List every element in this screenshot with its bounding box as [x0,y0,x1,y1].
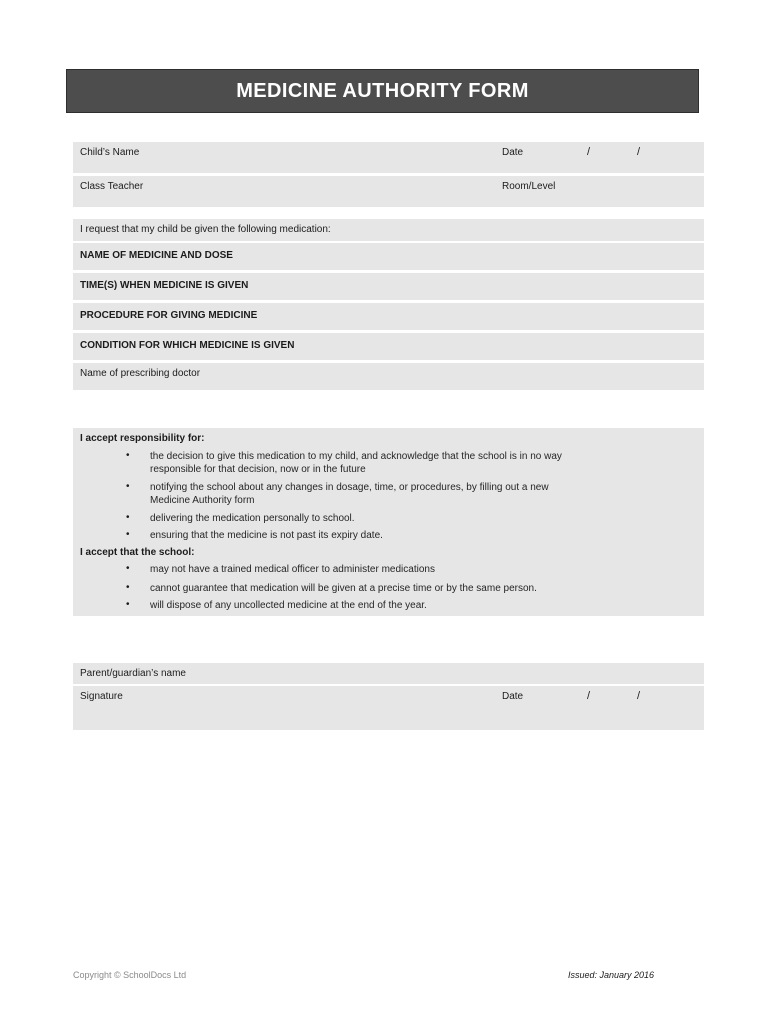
times-row[interactable] [73,273,704,300]
procedure-row[interactable] [73,303,704,330]
condition-row[interactable] [73,333,704,360]
medicine-dose-row[interactable] [73,243,704,270]
bullet-glyph: • [126,481,130,492]
condition-label: CONDITION FOR WHICH MEDICINE IS GIVEN [80,340,295,351]
signature-date-separator-2: / [637,690,641,702]
times-label: TIME(S) WHEN MEDICINE IS GIVEN [80,280,249,291]
school-item: may not have a trained medical officer to administer medications [150,564,435,575]
form-title: MEDICINE AUTHORITY FORM [236,79,529,102]
signature-label: Signature [80,691,123,702]
doctor-label: Name of prescribing doctor [80,368,201,379]
school-item: cannot guarantee that medication will be given at a precise time or by the same person. [150,583,537,594]
medicine-dose-label: NAME OF MEDICINE AND DOSE [80,250,233,261]
signature-row[interactable] [73,686,704,730]
class-teacher-row[interactable] [73,176,704,207]
responsibility-item: the decision to give this medication to my child, and acknowledge that the school is in no way responsible for that decision, now or in the future [150,451,562,475]
medication-request-row [73,219,704,241]
child-name-label: Child’s Name [80,147,140,158]
responsibility-item: ensuring that the medicine is not past its expiry date. [150,530,383,541]
footer-issued: Issued: January 2016 [568,970,655,980]
responsibility-item: notifying the school about any changes in dosage, time, or procedures, by filling out a new Medicine Authority form [150,482,549,506]
doctor-row[interactable] [73,363,704,390]
class-teacher-label: Class Teacher [80,181,144,192]
bullet-glyph: • [126,529,130,540]
parent-name-label: Parent/guardian’s name [80,668,186,679]
signature-date-label: Date [502,691,524,702]
bullet-glyph: • [126,599,130,610]
footer-copyright: Copyright © SchoolDocs Ltd [73,970,187,980]
accept-school-heading: I accept that the school: [80,547,195,558]
bullet-glyph: • [126,450,130,461]
bullet-glyph: • [126,563,130,574]
responsibility-item: delivering the medication personally to school. [150,513,355,524]
parent-name-row[interactable] [73,663,704,684]
child-name-row[interactable] [73,142,704,173]
date-separator-1: / [587,146,591,158]
accept-responsibility-heading: I accept responsibility for: [80,433,205,444]
signature-date-separator-1: / [587,690,591,702]
date-label: Date [502,147,524,158]
responsibility-block [73,428,704,616]
medication-request-text: I request that my child be given the following medication: [80,224,331,235]
room-level-label: Room/Level [502,181,556,192]
form-title-bar [66,69,699,113]
bullet-glyph: • [126,512,130,523]
procedure-label: PROCEDURE FOR GIVING MEDICINE [80,310,258,321]
school-item: will dispose of any uncollected medicine at the end of the year. [150,600,427,611]
date-separator-2: / [637,146,641,158]
bullet-glyph: • [126,582,130,593]
